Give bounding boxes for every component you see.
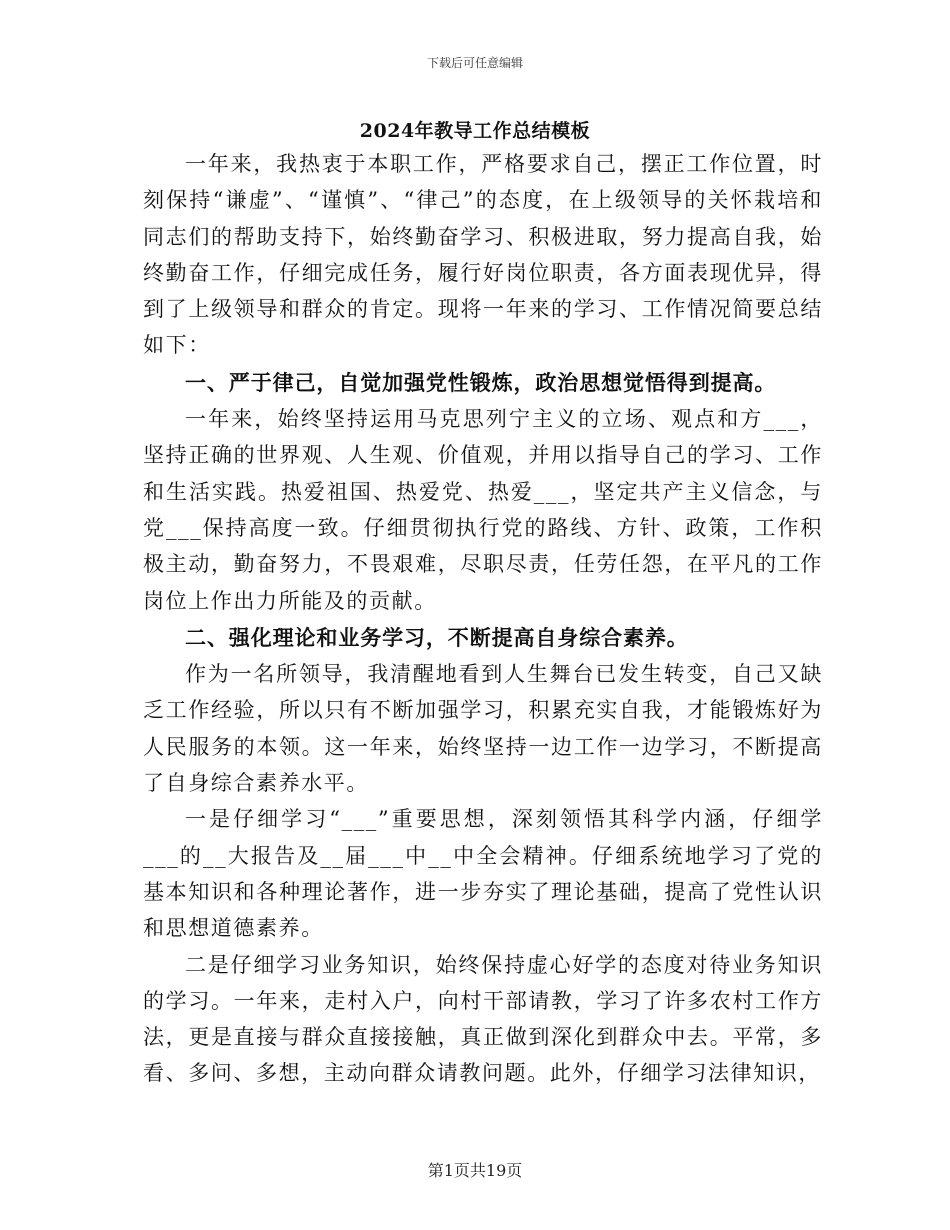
document-title: 2024年教导工作总结模板 [359,120,591,142]
paragraph-intro: 一年来，我热衷于本职工作，严格要求自己，摆正工作位置，时刻保持“谦虚”、“谨慎”、“律己”的态度，在上级领导的关怀栽培和同志们的帮助支持下，始终勤奋学习、积极进取，努力提高自我，始终勤奋工作，仔细完成任务，履行好岗位职责，各方面表现优异，得到了上级领导和群众的肯定。现将一年来的学习、工作情况简要总结如下： [143,152,823,358]
page-number: 第1页共19页 [427,1161,523,1180]
document-body [143,146,823,1092]
page-header-note: 下载后可任意编辑 [426,56,523,70]
paragraph-section-2-point-1: 一是仔细学习“___”重要思想，深刻领悟其科学内涵，仔细学___的__大报告及__届___中__中全会精神。仔细系统地学习了党的基本知识和各种理论著作，进一步夯实了理论基础，提高了党性认识和思想道德素养。 [143,807,823,941]
section-heading-1: 一、严于律己，自觉加强党性锻炼，政治思想觉悟得到提高。 [185,369,777,395]
paragraph-section-2-point-2: 二是仔细学习业务知识，始终保持虚心好学的态度对待业务知识的学习。一年来，走村入户，向村干部请教，学习了许多农村工作方法，更是直接与群众直接接触，真正做到深化到群众中去。平常，多看、多问、多想，主动向群众请教问题。此外，仔细学习法律知识， [143,952,823,1086]
section-heading-2: 二、强化理论和业务学习，不断提高自身综合素养。 [185,624,689,650]
paragraph-section-1: 一年来，始终坚持运用马克思列宁主义的立场、观点和方___，坚持正确的世界观、人生观、价值观，并用以指导自己的学习、工作和生活实践。热爱祖国、热爱党、热爱___，坚定共产主义信念，与党___保持高度一致。仔细贯彻执行党的路线、方针、政策，工作积极主动，勤奋努力，不畏艰难，尽职尽责，任劳任怨，在平凡的工作岗位上作出力所能及的贡献。 [143,407,823,613]
paragraph-section-2-intro: 作为一名所领导，我清醒地看到人生舞台已发生转变，自己又缺乏工作经验，所以只有不断加强学习，积累充实自我，才能锻炼好为人民服务的本领。这一年来，始终坚持一边工作一边学习，不断提高了自身综合素养水平。 [143,662,823,796]
